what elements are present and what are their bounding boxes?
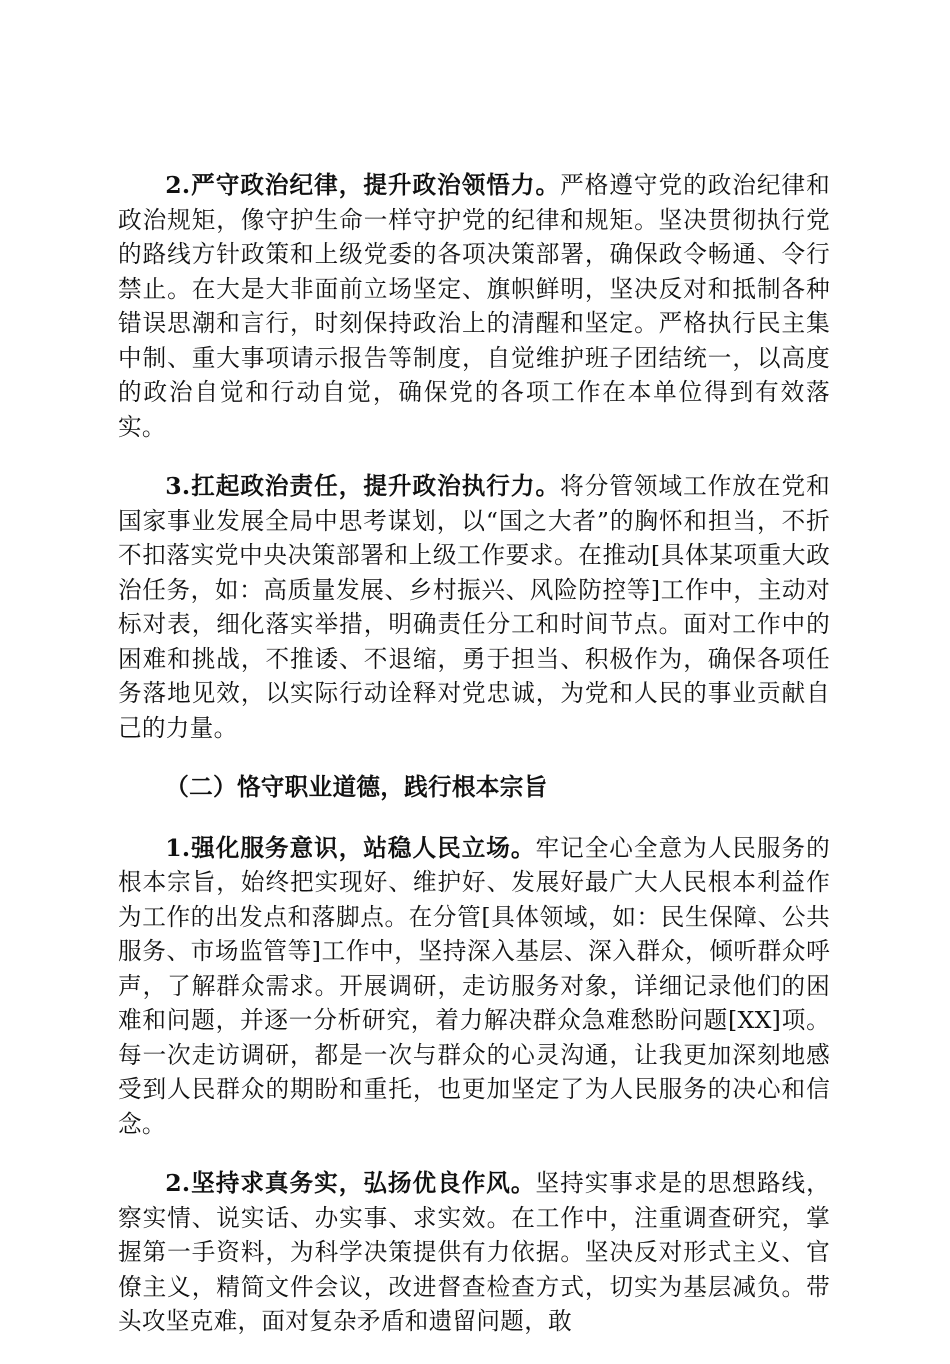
paragraph-pragmatism (118, 1166, 830, 1339)
paragraph-text: 将分管领域工作放在党和国家事业发展全局中思考谋划，以“国之大者”的胸怀和担当，不折不扣落实党中央决策部署和上级工作要求。在推动[具体某项重大政治任务，如：高质量发展、乡村振兴、风险防控等]工作中，主动对标对表，细化落实举措，明确责任分工和时间节点。面对工作中的困难和挑战，不推诿、不退缩，勇于担当、积极作为，确保各项任务落地见效，以实际行动诠释对党忠诚，为党和人民的事业贡献自己的力量。 (118, 472, 830, 742)
paragraph-lead: 2.严守政治纪律，提升政治领悟力。 (165, 171, 561, 199)
document-body (118, 168, 830, 1364)
paragraph-text: 坚持实事求是的思想路线，察实情、说实话、办实事、求实效。在工作中，注重调查研究，掌握第一手资料，为科学决策提供有力依据。坚决反对形式主义、官僚主义，精简文件会议，改进督查检查方式，切实为基层减负。带头攻坚克难，面对复杂矛盾和遗留问题，敢 (118, 1169, 830, 1335)
paragraph-lead: 1.强化服务意识，站稳人民立场。 (165, 833, 536, 862)
paragraph-political-responsibility (118, 469, 830, 745)
paragraph-political-discipline (118, 168, 830, 444)
paragraph-lead: 3.扛起政治责任，提升政治执行力。 (165, 472, 561, 500)
section-heading: （二）恪守职业道德，践行根本宗旨 (165, 773, 548, 801)
paragraph-text: 牢记全心全意为人民服务的根本宗旨，始终把实现好、维护好、发展好最广大人民根本利益作为工作的出发点和落脚点。在分管[具体领域，如：民生保障、公共服务、市场监管等]工作中，坚持深入基层、深入群众，倾听群众呼声，了解群众需求。开展调研，走访服务对象，详细记录他们的困难和问题，并逐一分析研究，着力解决群众急难愁盼问题[XX]项。每一次走访调研，都是一次与群众的心灵沟通，让我更加深刻地感受到人民群众的期盼和重托，也更加坚定了为人民服务的决心和信念。 (118, 833, 830, 1138)
paragraph-text: 严格遵守党的政治纪律和政治规矩，像守护生命一样守护党的纪律和规矩。坚决贯彻执行党的路线方针政策和上级党委的各项决策部署，确保政令畅通、令行禁止。在大是大非面前立场坚定、旗帜鲜明，坚决反对和抵制各种错误思潮和言行，时刻保持政治上的清醒和坚定。严格执行民主集中制、重大事项请示报告等制度，自觉维护班子团结统一，以高度的政治自觉和行动自觉，确保党的各项工作在本单位得到有效落实。 (118, 171, 830, 441)
paragraph-lead: 2.坚持求真务实，弘扬优良作风。 (165, 1169, 536, 1197)
paragraph-service-awareness (118, 831, 830, 1142)
